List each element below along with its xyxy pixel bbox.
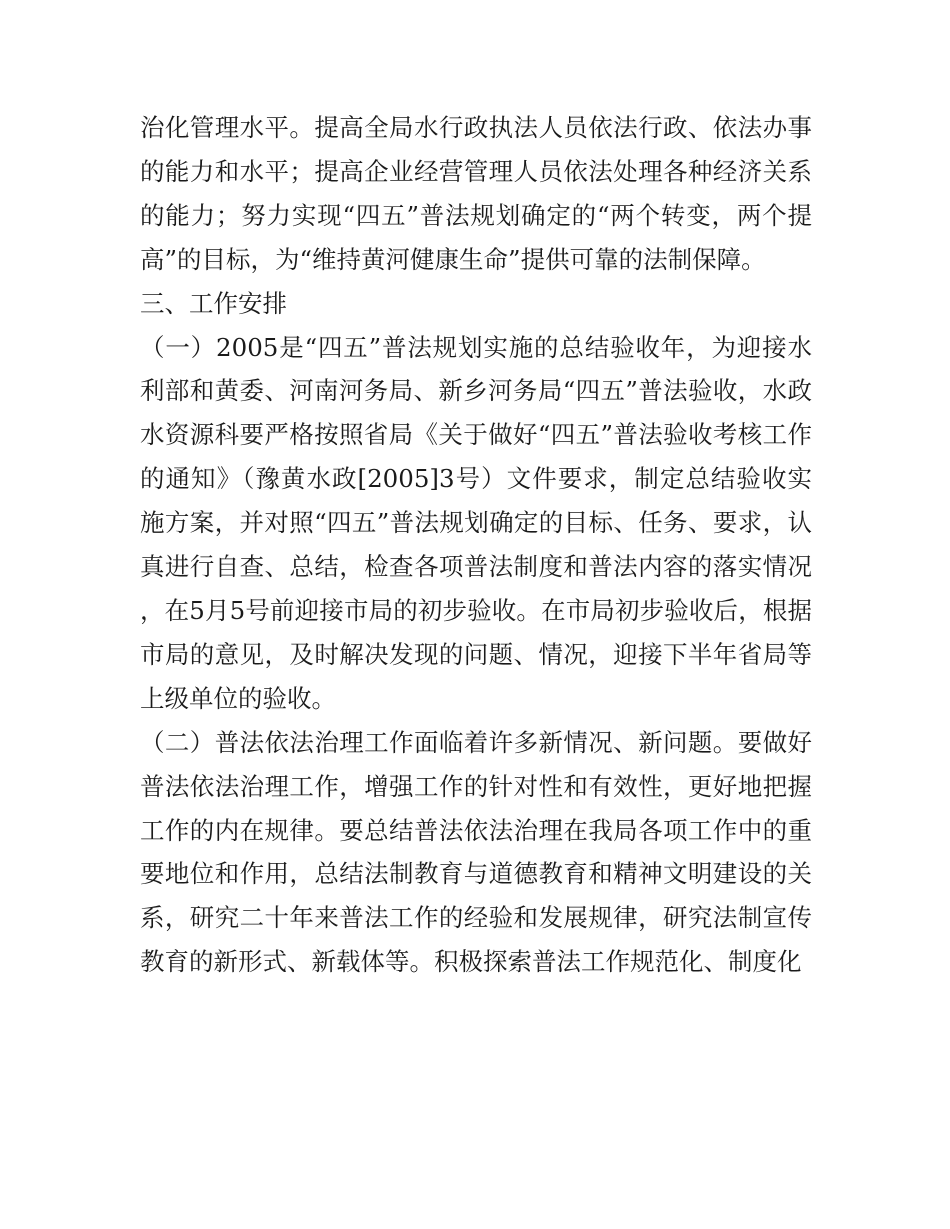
paragraph-continuation: 治化管理水平。提高全局水行政执法人员依法行政、依法办事的能力和水平；提高企业经营管理人员依法处理各种经济关系的能力；努力实现“四五”普法规划确定的“两个转变，两个提高”的目标，为“维持黄河健康生命”提供可靠的法制保障。 [140,113,812,274]
paragraph-item-1: （一）2005是“四五”普法规划实施的总结验收年，为迎接水利部和黄委、河南河务局、新乡河务局“四五”普法验收，水政水资源科要严格按照省局《关于做好“四五”普法验收考核工作的通知》（豫黄水政[2005]3号）文件要求，制定总结验收实施方案，并对照“四五”普法规划确定的目标、任务、要求，认真进行自查、总结，检查各项普法制度和普法内容的落实情况，在5月5号前迎接市局的初步验收。在市局初步验收后，根据市局的意见，及时解决发现的问题、情况，迎接下半年省局等上级单位的验收。 [140,332,812,713]
paragraph-item-2: （二）普法依法治理工作面临着许多新情况、新问题。要做好普法依法治理工作，增强工作的针对性和有效性，更好地把握工作的内在规律。要总结普法依法治理在我局各项工作中的重要地位和作用，总结法制教育与道德教育和精神文明建设的关系，研究二十年来普法工作的经验和发展规律，研究法制宣传教育的新形式、新载体等。积极探索普法工作规范化、制度化 [140,727,812,977]
document-body [140,106,812,984]
section-heading: 三、工作安排 [140,288,287,318]
